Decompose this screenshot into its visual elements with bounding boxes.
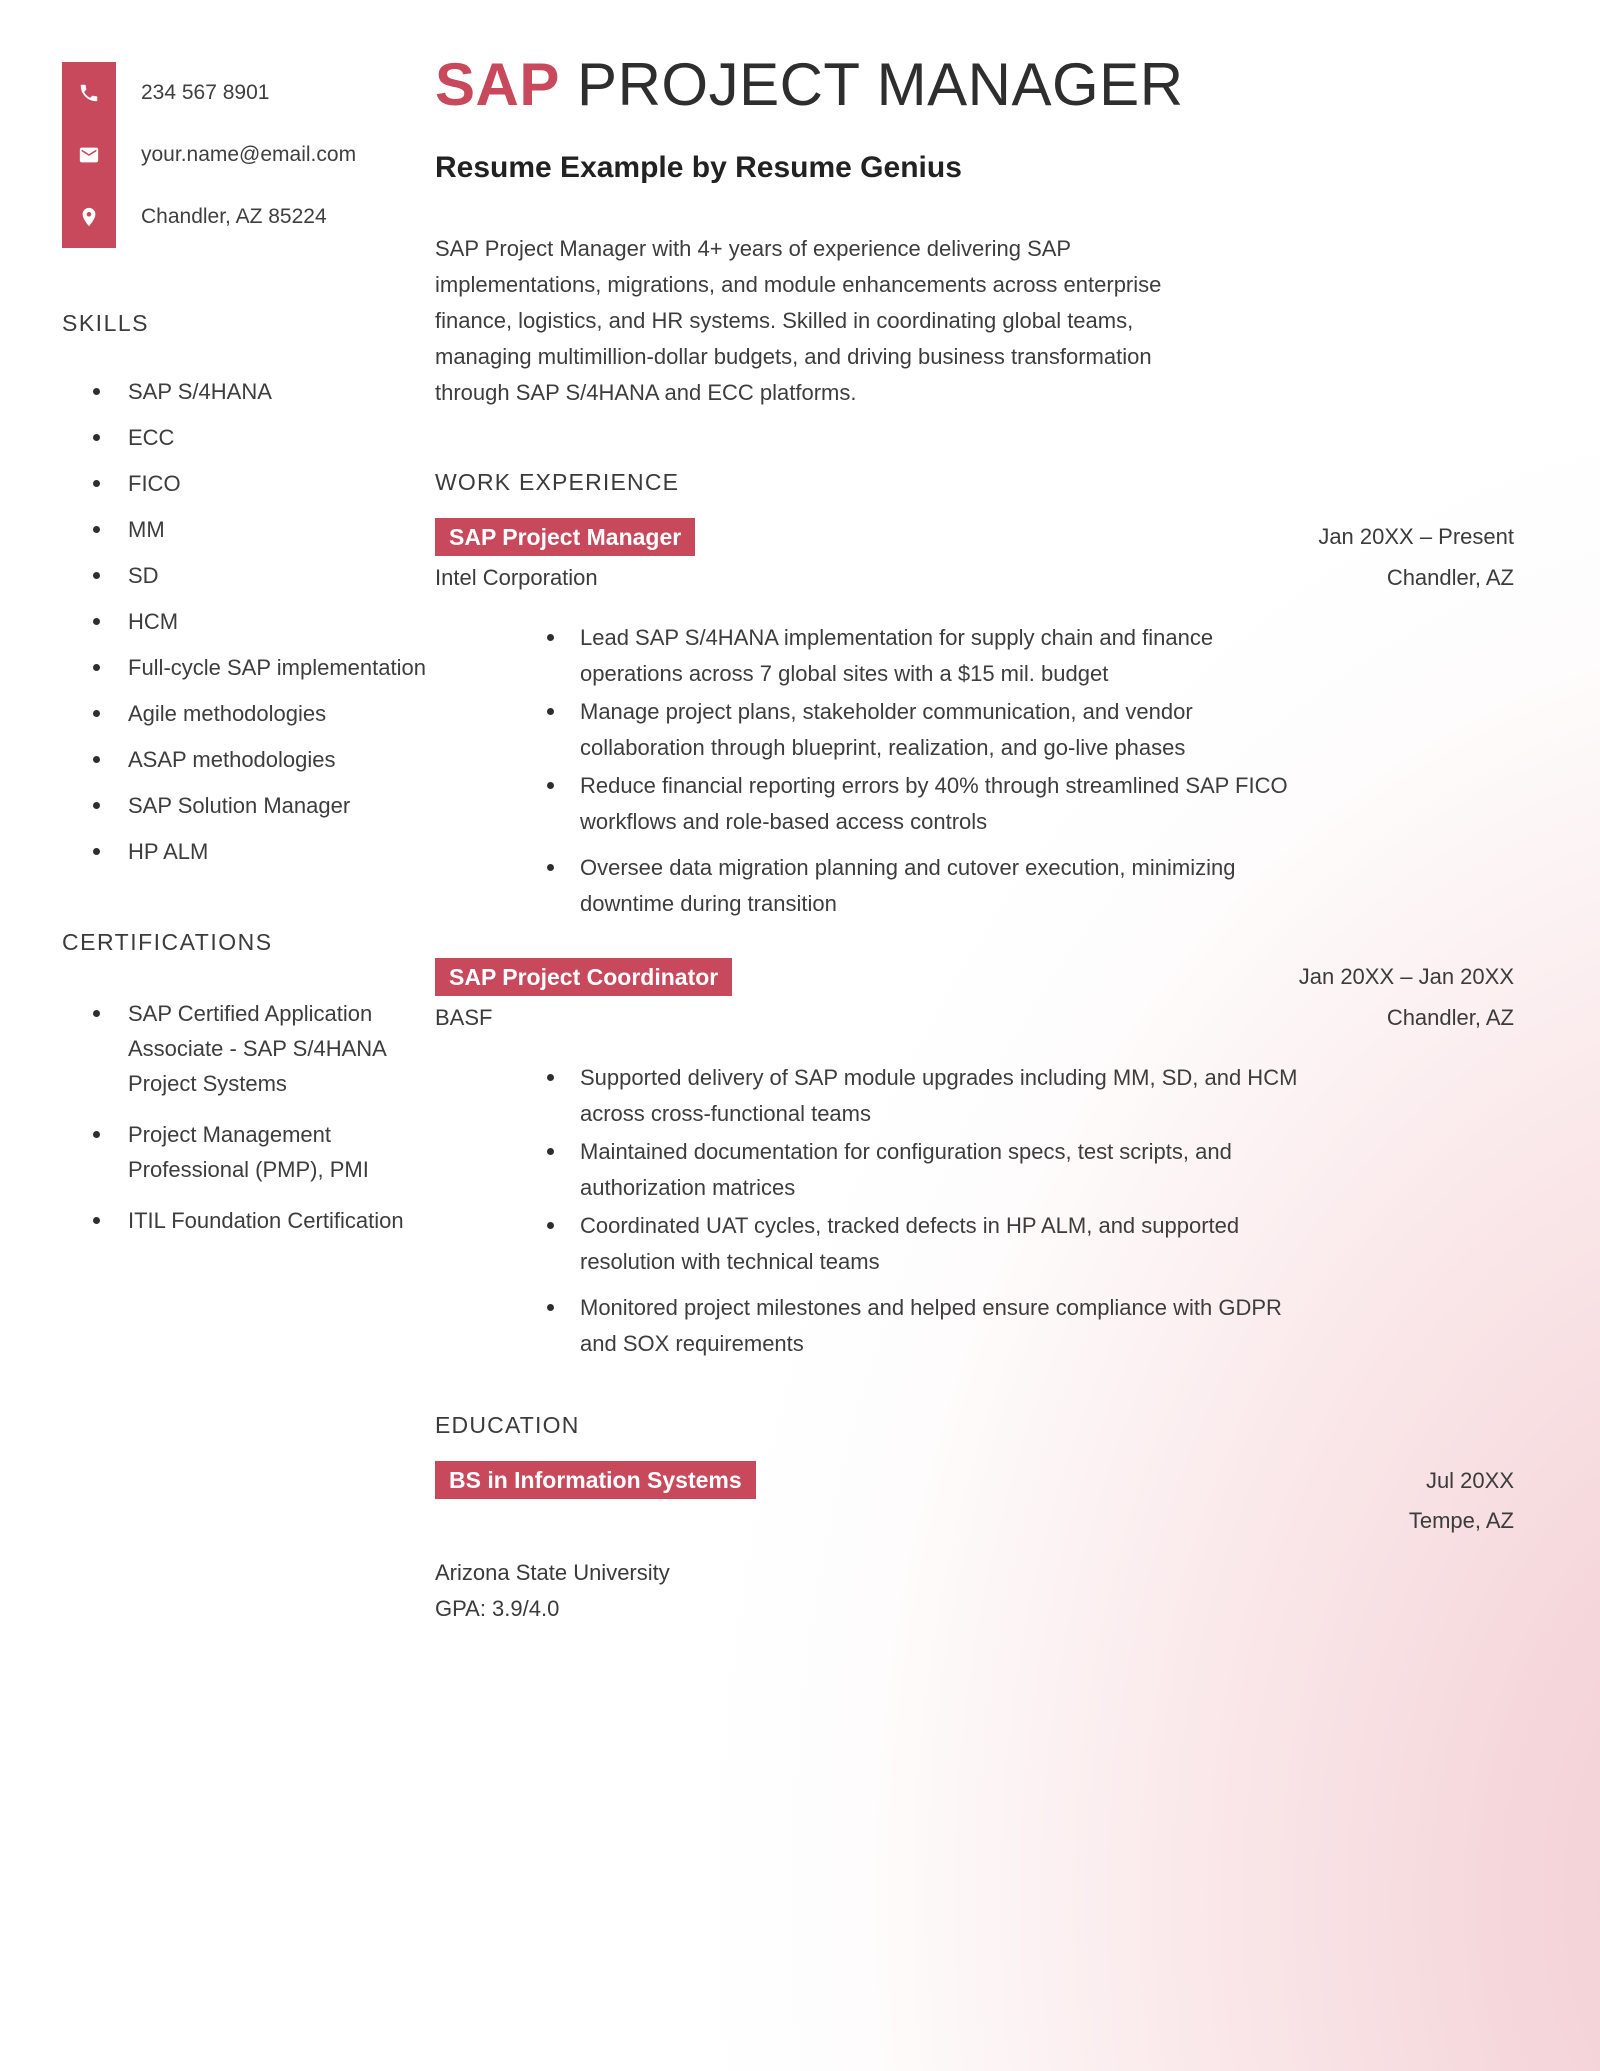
skill-item: Full-cycle SAP implementation — [62, 653, 437, 683]
job-dates: Jan 20XX – Jan 20XX — [1298, 964, 1514, 989]
skills-list — [62, 377, 437, 867]
skill-item: FICO — [62, 469, 437, 499]
certification-item: ITIL Foundation Certification — [62, 1203, 437, 1238]
education-date-location — [1409, 1461, 1514, 1541]
job-entry-sap-project-manager — [435, 518, 1514, 922]
main-column — [435, 40, 1514, 1627]
job-bullet: Reduce financial reporting errors by 40% through streamlined SAP FICO workflows and role-based access controls — [547, 768, 1300, 840]
skill-item: ASAP methodologies — [62, 745, 437, 775]
job-bullet: Manage project plans, stakeholder communication, and vendor collaboration through blueprint, realization, and go-live phases — [547, 694, 1300, 766]
education-date: Jul 20XX — [1425, 1468, 1514, 1493]
email-address: your.name@email.com — [141, 143, 357, 166]
skill-item: MM — [62, 515, 437, 545]
job-bullet: Oversee data migration planning and cutover execution, minimizing downtime during transition — [547, 850, 1300, 922]
work-experience-section-title: WORK EXPERIENCE — [435, 469, 680, 495]
certification-item: Project Management Professional (PMP), PMI — [62, 1117, 437, 1187]
job-bullet: Supported delivery of SAP module upgrades including MM, SD, and HCM across cross-functional teams — [547, 1060, 1300, 1132]
job-entry-sap-project-coordinator — [435, 958, 1514, 1362]
job-title-badge: SAP Project Coordinator — [435, 958, 732, 996]
phone-number: 234 567 8901 — [141, 81, 270, 104]
page-subtitle: Resume Example by Resume Genius — [435, 151, 962, 184]
education-gpa: GPA: 3.9/4.0 — [435, 1596, 560, 1621]
job-company: BASF — [435, 1005, 493, 1030]
skill-item: SAP S/4HANA — [62, 377, 437, 407]
job-bullet: Coordinated UAT cycles, tracked defects in HP ALM, and supported resolution with technical teams — [547, 1208, 1300, 1280]
location-text: Chandler, AZ 85224 — [141, 205, 327, 228]
skill-item: HCM — [62, 607, 437, 637]
job-bullet: Lead SAP S/4HANA implementation for supply chain and finance operations across 7 global sites with a $15 mil. budget — [547, 620, 1300, 692]
education-location: Tempe, AZ — [1408, 1508, 1514, 1533]
skill-item: Agile methodologies — [62, 699, 437, 729]
job-bullet-list — [547, 1060, 1300, 1362]
job-bullet-list — [547, 620, 1300, 922]
page-title-rest: PROJECT MANAGER — [559, 51, 1184, 118]
job-bullet: Monitored project milestones and helped ensure compliance with GDPR and SOX requirements — [547, 1290, 1300, 1362]
job-dates: Jan 20XX – Present — [1318, 524, 1514, 549]
phone-icon — [62, 82, 116, 104]
job-location: Chandler, AZ — [1386, 565, 1514, 590]
job-company: Intel Corporation — [435, 565, 598, 590]
job-location: Chandler, AZ — [1386, 1005, 1514, 1030]
job-title-badge: SAP Project Manager — [435, 518, 695, 556]
degree-badge: BS in Information Systems — [435, 1461, 756, 1499]
skill-item: SAP Solution Manager — [62, 791, 437, 821]
page-title-accent: SAP — [435, 51, 560, 118]
certifications-list — [62, 996, 437, 1238]
envelope-icon — [62, 144, 116, 166]
skill-item: SD — [62, 561, 437, 591]
summary-paragraph: SAP Project Manager with 4+ years of experience delivering SAP implementations, migrations, and module enhancements across enterprise finance, logistics, and HR systems. Skilled in coordinating global teams, managing multimillion-dollar budgets, and driving business transformation through SAP S/4HANA and ECC platforms. — [435, 236, 1162, 405]
education-section-title: EDUCATION — [435, 1412, 580, 1438]
skill-item: HP ALM — [62, 837, 437, 867]
skills-section-title: SKILLS — [62, 310, 149, 336]
location-pin-icon — [62, 206, 116, 228]
certifications-section-title: CERTIFICATIONS — [62, 929, 273, 955]
certification-item: SAP Certified Application Associate - SAP S/4HANA Project Systems — [62, 996, 437, 1101]
education-school: Arizona State University — [435, 1560, 670, 1585]
job-bullet: Maintained documentation for configuration specs, test scripts, and authorization matrices — [547, 1134, 1300, 1206]
education-entry — [435, 1461, 1514, 1627]
skill-item: ECC — [62, 423, 437, 453]
page-title — [435, 40, 1514, 118]
